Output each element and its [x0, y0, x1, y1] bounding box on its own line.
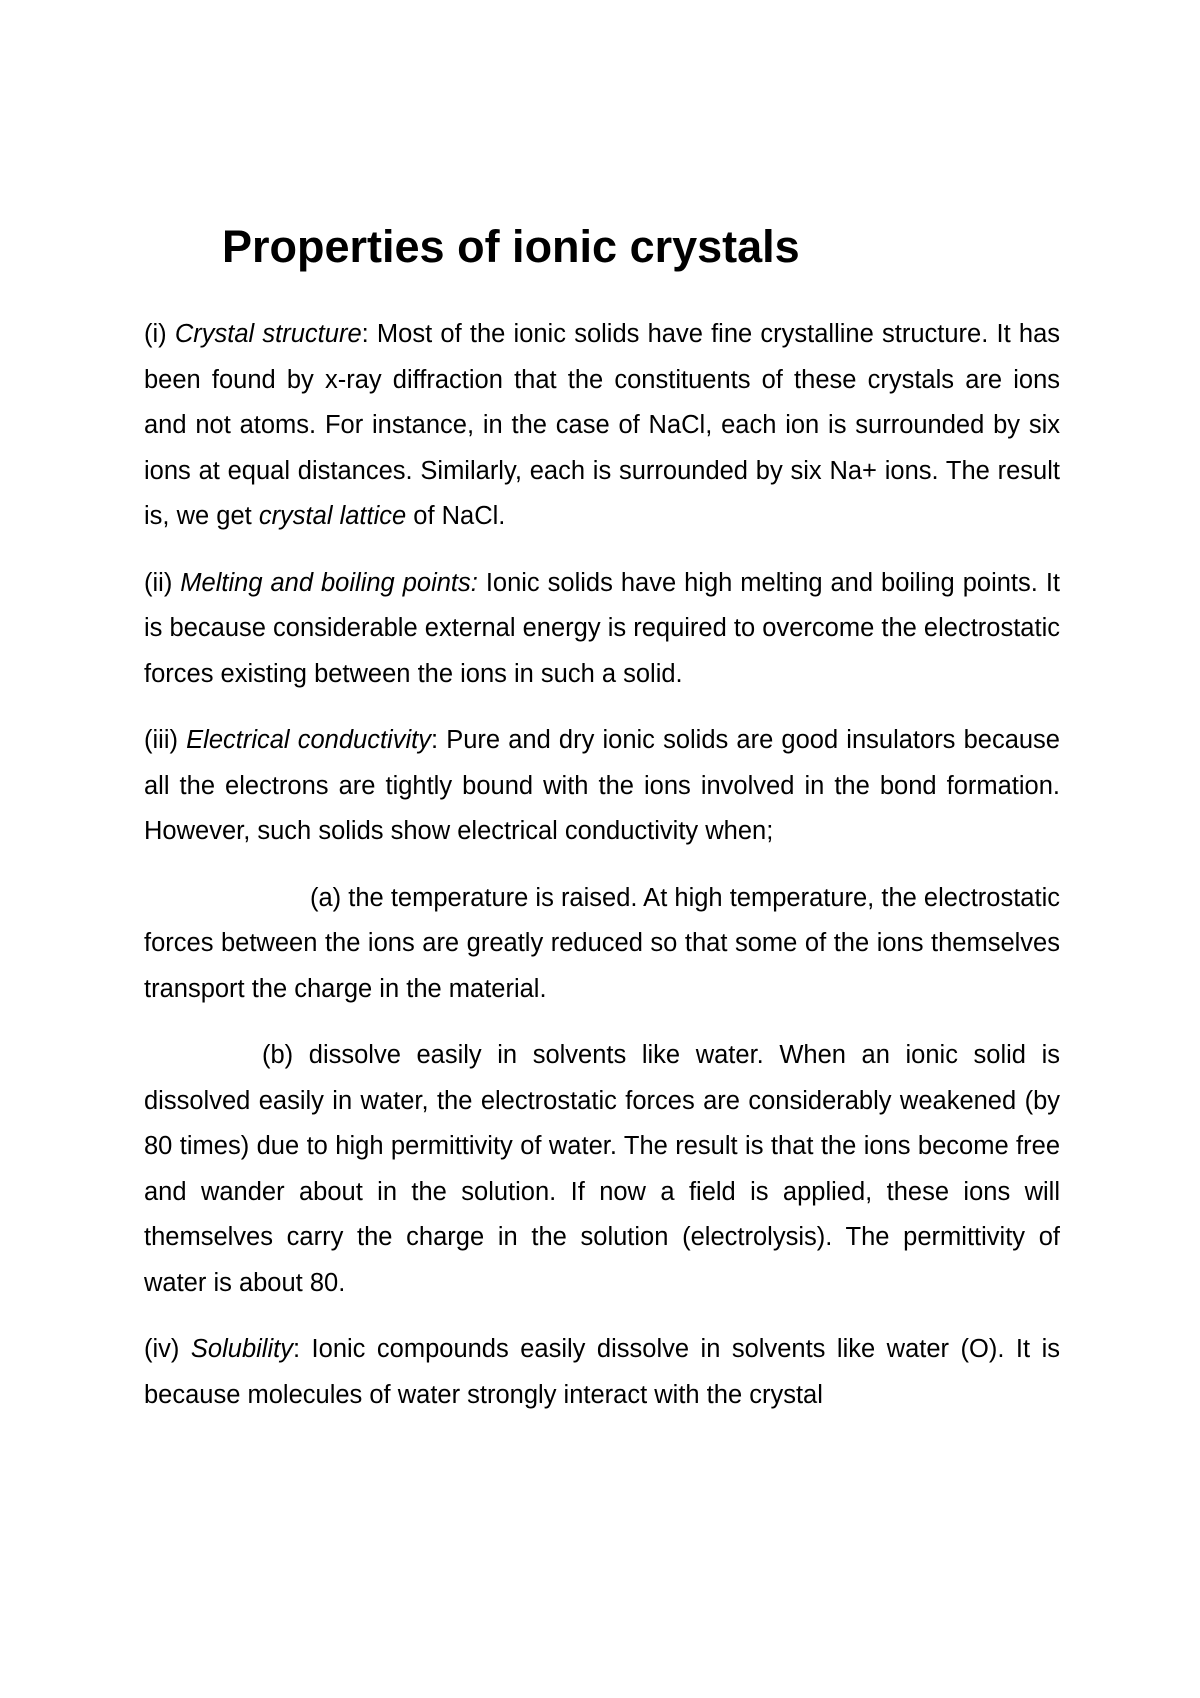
term-solubility: Solubility	[190, 1335, 293, 1363]
paragraph-melting-boiling	[144, 561, 1060, 698]
term-electrical-conductivity: Electrical conductivity	[186, 726, 431, 754]
paragraph-number: (iii)	[144, 726, 187, 754]
paragraph-number: (iv)	[144, 1335, 191, 1363]
paragraph-text: Ionic solids have high melting and boiling points. It is because considerable external energy is required to overcome the electrostatic forces existing between the ions in such a solid.	[144, 568, 1060, 688]
term-crystal-lattice: crystal lattice	[258, 502, 407, 530]
term-melting-boiling: Melting and boiling points:	[180, 568, 478, 597]
paragraph-text: : Ionic compounds easily dissolve in solvents like water (O). It is because molecules of water strongly interact with the crystal	[144, 1335, 1060, 1409]
paragraph-text: : Most of the ionic solids have fine crystalline structure. It has been found by x-ray diffraction that the constituents of these crystals are ions and not atoms. For instance, in the case of NaCl, each ion is surrounded by six ions at equal distances. Similarly, each is surrounded by six Na+ ions. The result is, we get	[144, 320, 1060, 530]
document-body	[144, 312, 1060, 1439]
paragraph-number: (ii)	[144, 568, 181, 597]
paragraph-sub-a: (a) the temperature is raised. At high temperature, the electrostatic forces between the ions are greatly reduced so that some of the ions themselves transport the charge in the material.	[144, 883, 1060, 1003]
paragraph-number: (i)	[144, 320, 175, 348]
paragraph-solubility	[144, 1327, 1060, 1418]
paragraph-crystal-structure	[144, 312, 1060, 540]
paragraph-text-end: of NaCl.	[406, 502, 506, 530]
paragraph-electrical-conductivity	[144, 718, 1060, 855]
term-crystal-structure: Crystal structure	[174, 320, 362, 348]
paragraph-sub-b: (b) dissolve easily in solvents like water. When an ionic solid is dissolved easily in water, the electrostatic forces are considerably weakened (by 80 times) due to high permittivity of water. The result is that the ions become free and wander about in the solution. If now a field is applied, these ions will themselves carry the charge in the solution (electrolysis). The permittivity of water is about 80.	[144, 1041, 1060, 1297]
paragraph-text: : Pure and dry ionic solids are good insulators because all the electrons are tightly bound with the ions involved in the bond formation. However, such solids show electrical conductivity when;	[144, 726, 1060, 845]
page-title: Properties of ionic crystals	[222, 221, 800, 272]
